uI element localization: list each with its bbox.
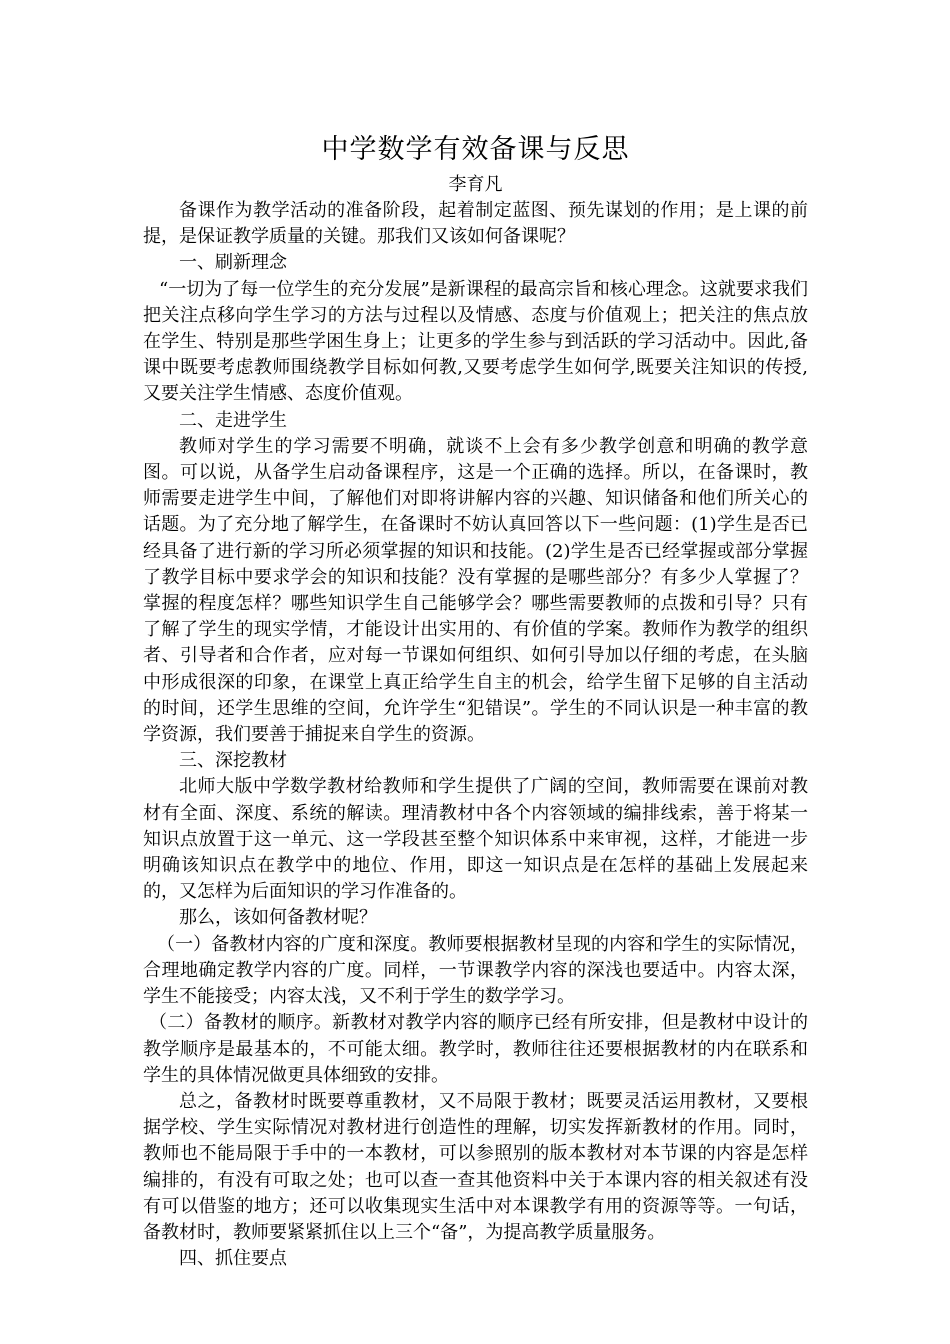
section-heading-3: 三、深挖教材 — [179, 750, 287, 772]
section3-paragraph-3: （一）备教材内容的广度和深度。教师要根据教材呈现的内容和学生的实际情况，合理地确定教学内容的广度。同样，一节课教学内容的深浅也要适中。内容太深，学生不能接受；内容太浅，又不利于学生的数学学习。 — [143, 933, 808, 1008]
document-author: 李育凡 — [448, 174, 503, 195]
section3-paragraph-2: 那么，该如何备教材呢？ — [179, 907, 377, 929]
section-heading-1: 一、刷新理念 — [179, 252, 287, 274]
section-heading-2: 二、走进学生 — [179, 409, 287, 431]
section1-paragraph-1: “一切为了每一位学生的充分发展”是新课程的最高宗旨和核心理念。这就要求我们把关注点移向学生学习的方法与过程以及情感、态度与价值观上；把关注的焦点放在学生、特别是那些学困生身上；让更多的学生参与到活跃的学习活动中。因此,备课中既要考虑教师围绕教学目标如何教,又要考虑学生如何学,既要关注知识的传授,又要关注学生情感、态度价值观。 — [143, 278, 808, 405]
section3-paragraph-1: 北师大版中学数学教材给教师和学生提供了广阔的空间，教师需要在课前对教材有全面、深度、系统的解读。理清教材中各个内容领域的编排线索，善于将某一知识点放置于这一单元、这一学段甚至整个知识体系中来审视，这样，才能进一步明确该知识点在教学中的地位、作用，即这一知识点是在怎样的基础上发展起来的，又怎样为后面知识的学习作准备的。 — [143, 776, 808, 903]
section3-paragraph-5: 总之，备教材时既要尊重教材，又不局限于教材；既要灵活运用教材，又要根据学校、学生实际情况对教材进行创造性的理解，切实发挥新教材的作用。同时，教师也不能局限于手中的一本教材，可以参照别的版本教材对本节课的内容是怎样编排的，有没有可取之处；也可以查一查其他资料中关于本课内容的相关叙述有没有可以借鉴的地方；还可以收集现实生活中对本课教学有用的资源等等。一句话，备教材时，教师要紧紧抓住以上三个“备”，为提高教学质量服务。 — [143, 1090, 808, 1243]
document-body — [143, 128, 808, 1272]
document-title: 中学数学有效备课与反思 — [321, 134, 630, 165]
section2-paragraph-1: 教师对学生的学习需要不明确，就谈不上会有多少教学创意和明确的教学意图。可以说，从备学生启动备课程序，这是一个正确的选择。所以，在备课时，教师需要走进学生中间，了解他们对即将讲解内容的兴趣、知识储备和他们所关心的话题。为了充分地了解学生，在备课时不妨认真回答以下一些问题：(1)学生是否已经具备了进行新的学习所必须掌握的知识和技能。(2)学生是否已经掌握或部分掌握了教学目标中要求学会的知识和技能？没有掌握的是哪些部分？有多少人掌握了？掌握的程度怎样？哪些知识学生自己能够学会？哪些需要教师的点拨和引导？只有了解了学生的现实学情，才能设计出实用的、有价值的学案。教师作为教学的组织者、引导者和合作者，应对每一节课如何组织、如何引导加以仔细的考虑，在头脑中形成很深的印象，在课堂上真正给学生自主的机会，给学生留下足够的自主活动的时间，还学生思维的空间，允许学生“犯错误”。学生的不同认识是一种丰富的教学资源，我们要善于捕捉来自学生的资源。 — [143, 435, 808, 746]
section3-paragraph-4: （二）备教材的顺序。新教材对教学内容的顺序已经有所安排，但是教材中设计的教学顺序是最基本的，不可能太细。教学时，教师往往还要根据教材的内在联系和学生的具体情况做更具体细致的安排。 — [143, 1012, 808, 1086]
intro-paragraph: 备课作为教学活动的准备阶段，起着制定蓝图、预先谋划的作用；是上课的前提，是保证教学质量的关键。那我们又该如何备课呢？ — [143, 200, 808, 248]
section-heading-4: 四、抓住要点 — [179, 1248, 287, 1270]
